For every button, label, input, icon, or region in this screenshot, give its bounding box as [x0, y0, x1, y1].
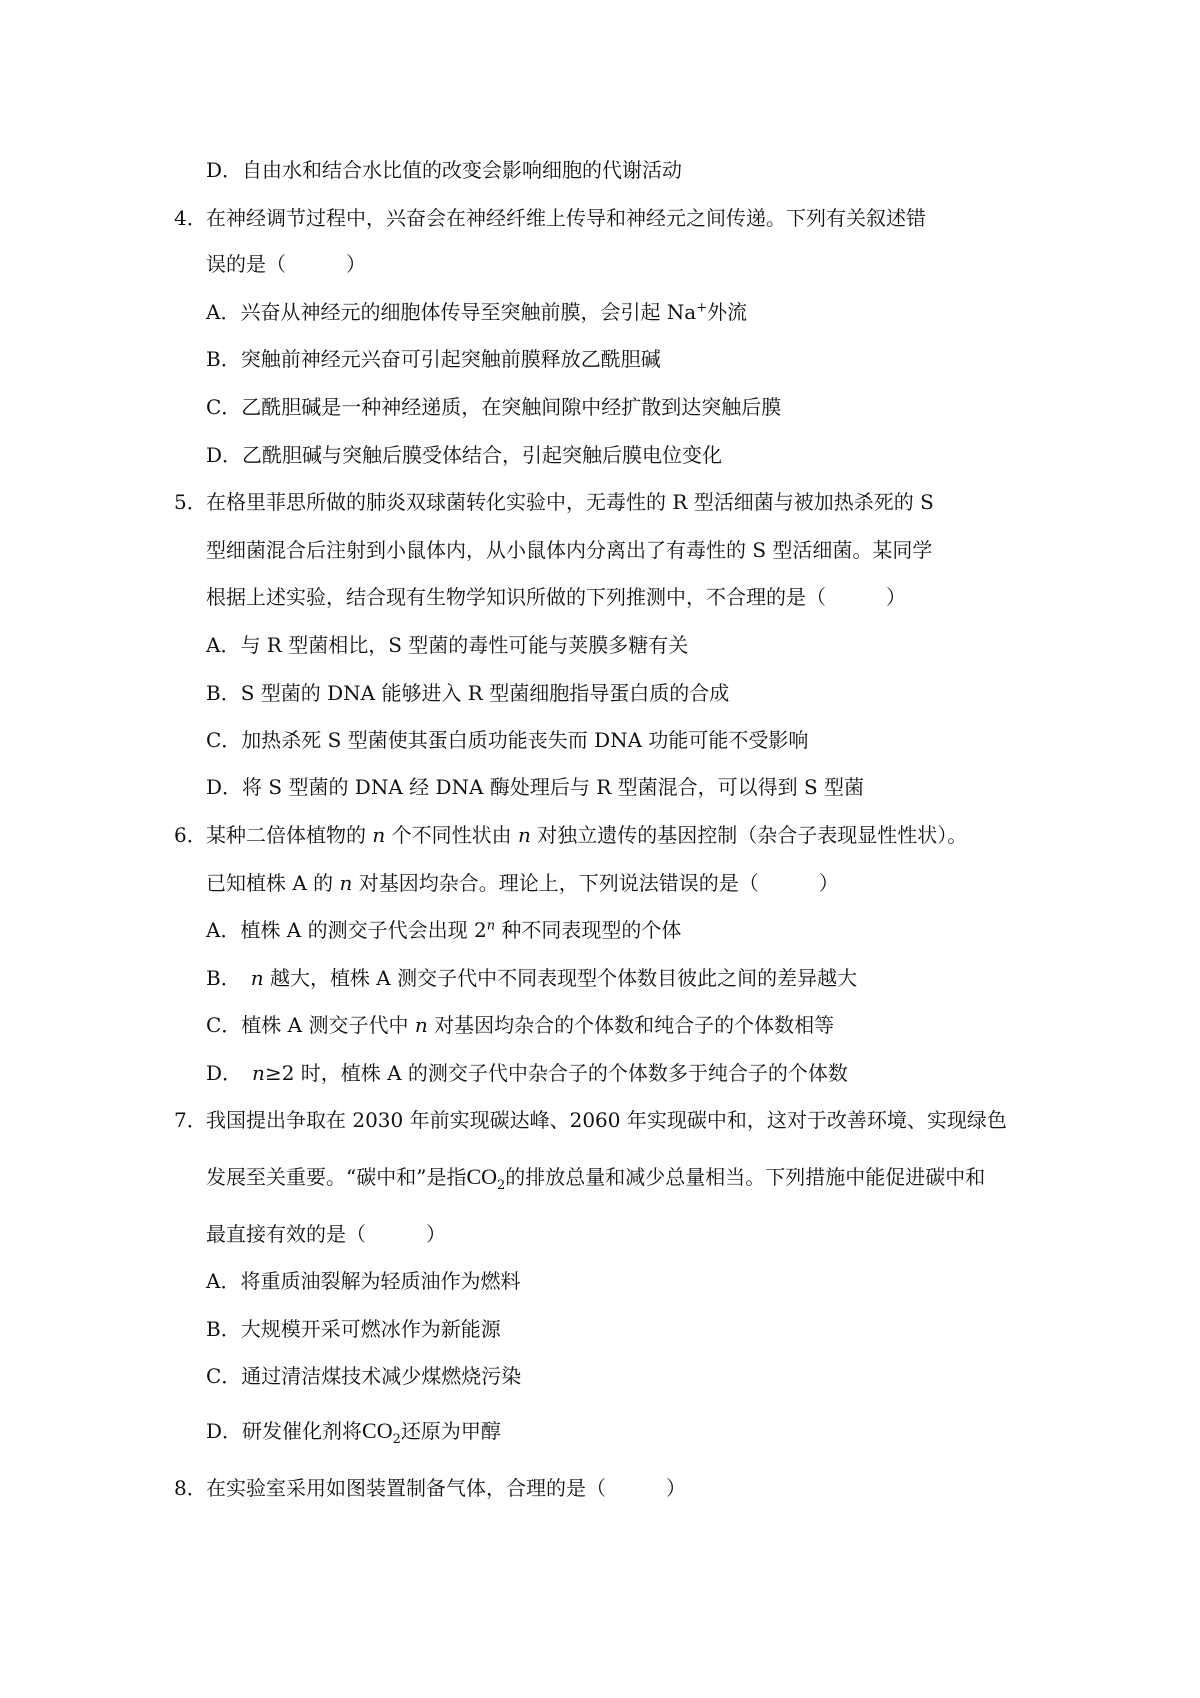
q7-option-a: A．将重质油裂解为轻质油作为燃料: [206, 1269, 521, 1293]
q5-stem-line1: 在格里菲思所做的肺炎双球菌转化实验中，无毒性的 R 型活细菌与被加热杀死的 S: [206, 490, 934, 514]
co2-formula: CO: [466, 1164, 498, 1189]
q6-stem-line2-b: 对基因均杂合。理论上，下列说法错误的是（ ）: [352, 871, 839, 895]
q7-option-d-tail: 还原为甲醇: [400, 1419, 501, 1443]
variable-n: n: [339, 871, 353, 895]
variable-n: n: [250, 966, 264, 990]
q4-option-d: D．乙酰胆碱与突触后膜受体结合，引起突触后膜电位变化: [206, 443, 723, 467]
q4-option-a: [206, 298, 747, 326]
exponent-n: n: [486, 918, 496, 934]
q4-option-c: C．乙酰胆碱是一种神经递质，在突触间隙中经扩散到达突触后膜: [206, 395, 782, 419]
q6-stem-line1: [206, 821, 967, 849]
q6-stem-line1-b: 个不同性状由: [385, 823, 518, 847]
q4-option-a-sup: +: [696, 300, 708, 316]
variable-n: n: [414, 1013, 428, 1037]
q7-stem-line3: 最直接有效的是（ ）: [206, 1222, 446, 1246]
q7-option-b: B．大规模开采可燃冰作为新能源: [206, 1317, 501, 1341]
q8-stem-line1: 在实验室采用如图装置制备气体，合理的是（ ）: [206, 1476, 686, 1500]
q5-option-b: B．S 型菌的 DNA 能够进入 R 型菌细胞指导蛋白质的合成: [206, 681, 730, 705]
q6-number: 6．: [174, 823, 207, 847]
q5-option-d: D．将 S 型菌的 DNA 经 DNA 酶处理后与 R 型菌混合，可以得到 S 型菌: [206, 775, 865, 799]
variable-n: n: [517, 823, 531, 847]
q6-option-c-tail: 对基因均杂合的个体数和纯合子的个体数相等: [427, 1013, 835, 1037]
q6-option-d-label: D．: [206, 1061, 253, 1085]
variable-n: n: [372, 823, 386, 847]
q6-option-a: [206, 916, 681, 944]
q4-stem-line2: 误的是（ ）: [206, 252, 366, 276]
co2-subscript: 2: [497, 1178, 506, 1193]
q4-option-a-tail: 外流: [707, 300, 748, 324]
q6-stem-line2: [206, 869, 839, 897]
q6-stem-line1-a: 某种二倍体植物的: [206, 823, 373, 847]
q3-option-d: D．自由水和结合水比值的改变会影响细胞的代谢活动: [206, 158, 683, 182]
variable-n: n: [252, 1061, 265, 1085]
q5-option-a: A．与 R 型菌相比，S 型菌的毒性可能与荚膜多糖有关: [206, 633, 689, 657]
q6-option-b: [206, 964, 857, 992]
q5-number: 5．: [174, 490, 207, 514]
q4-option-b: B．突触前神经元兴奋可引起突触前膜释放乙酰胆碱: [206, 347, 661, 371]
q5-stem-line2: 型细菌混合后注射到小鼠体内，从小鼠体内分离出了有毒性的 S 型活细菌。某同学: [206, 538, 933, 562]
q5-option-c: C．加热杀死 S 型菌使其蛋白质功能丧失而 DNA 功能可能不受影响: [206, 728, 809, 752]
q6-option-a-tail: 种不同表现型的个体: [495, 918, 682, 942]
q6-stem-line2-a: 已知植株 A 的: [206, 871, 340, 895]
q7-stem-line2: [206, 1163, 985, 1191]
q6-option-b-text: 越大，植株 A 测交子代中不同表现型个体数目彼此之间的差异越大: [263, 966, 858, 990]
q7-option-d-text: D．研发催化剂将: [206, 1419, 363, 1443]
q6-option-c: [206, 1011, 834, 1039]
q4-number: 4．: [174, 206, 207, 230]
q7-stem-line2-a: 发展至关重要。“碳中和”是指: [206, 1165, 467, 1189]
q6-option-a-text: A．植株 A 的测交子代会出现 2: [206, 918, 487, 942]
co2-subscript: 2: [392, 1432, 401, 1447]
q7-option-c: C．通过清洁煤技术减少煤燃烧污染: [206, 1364, 522, 1388]
q6-option-b-label: B．: [206, 966, 251, 990]
q6-stem-line1-c: 对独立遗传的基因控制（杂合子表现显性性状）。: [530, 823, 968, 847]
q7-option-d: [206, 1417, 501, 1445]
q7-stem-line1: 我国提出争取在 2030 年前实现碳达峰、2060 年实现碳中和，这对于改善环境、实现绿色: [206, 1108, 1007, 1132]
q5-stem-line3: 根据上述实验，结合现有生物学知识所做的下列推测中，不合理的是（ ）: [206, 585, 906, 609]
q6-option-d-text: ≥2 时，植株 A 的测交子代中杂合子的个体数多于纯合子的个体数: [264, 1061, 848, 1085]
q6-option-d: [206, 1059, 848, 1087]
co2-formula: CO: [362, 1418, 393, 1443]
q8-number: 8．: [174, 1476, 207, 1500]
q4-stem-line1: 在神经调节过程中，兴奋会在神经纤维上传导和神经元之间传递。下列有关叙述错: [206, 206, 926, 230]
q7-stem-line2-b: 的排放总量和减少总量相当。下列措施中能促进碳中和: [505, 1165, 986, 1189]
q4-option-a-text: A．兴奋从神经元的细胞体传导至突触前膜，会引起 Na: [206, 300, 697, 324]
q7-number: 7．: [174, 1108, 207, 1132]
q6-option-c-text: C．植株 A 测交子代中: [206, 1013, 415, 1037]
